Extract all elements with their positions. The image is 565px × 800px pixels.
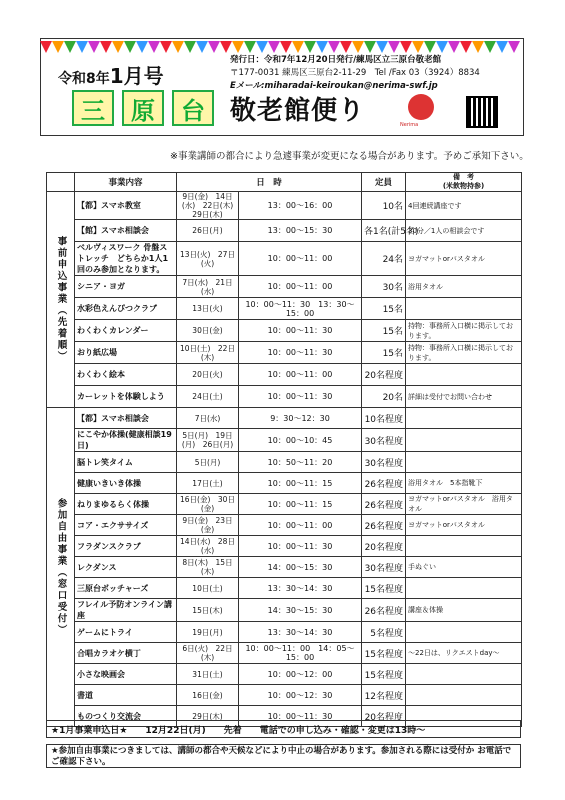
activity-capacity: 15名: [362, 298, 406, 320]
table-row: [47, 192, 522, 220]
activity-capacity: 12名程度: [362, 685, 406, 706]
activity-capacity: 10名: [362, 192, 406, 220]
activity-name: わくわくカレンダー: [75, 320, 177, 342]
activity-note: [406, 685, 522, 706]
activity-time: 10：00～11：15: [239, 494, 362, 515]
table-row: [47, 515, 522, 536]
activity-dates: 16日(金): [177, 685, 239, 706]
activity-capacity: 20名: [362, 386, 406, 408]
activity-dates: 29日(木): [177, 706, 239, 727]
activity-capacity: 20名程度: [362, 364, 406, 386]
activity-dates: 8日(木) 15日(木): [177, 557, 239, 578]
activity-name: シニア・ヨガ: [75, 276, 177, 298]
activity-note: 持物：事務所入口横に掲示しております。: [406, 342, 522, 364]
activity-name: 【館】スマホ相談会: [75, 220, 177, 242]
section-label: 参加自由事業（窓口受付）: [47, 408, 75, 727]
table-row: [47, 298, 522, 320]
activity-capacity: 15名程度: [362, 578, 406, 599]
activity-capacity: 20名程度: [362, 536, 406, 557]
activity-name: ねりまゆるらく体操: [75, 494, 177, 515]
activity-capacity: 20名程度: [362, 706, 406, 727]
title-char-3: 台: [172, 90, 214, 126]
schedule-table: [46, 172, 522, 727]
table-row: [47, 220, 522, 242]
activity-note: [406, 408, 522, 429]
activity-name: 合唱カラオケ横丁: [75, 643, 177, 664]
table-row: [47, 276, 522, 298]
activity-dates: 17日(土): [177, 473, 239, 494]
activity-time: 10：00～11：30: [239, 386, 362, 408]
bunting-decoration: [40, 38, 524, 52]
title-char-1: 三: [72, 90, 114, 126]
activity-name: 書道: [75, 685, 177, 706]
activity-time: 10：00～10：45: [239, 429, 362, 452]
activity-dates: 19日(月): [177, 622, 239, 643]
activity-time: 13：30～14：30: [239, 578, 362, 599]
activity-name: 三原台ボッチャーズ: [75, 578, 177, 599]
activity-capacity: 26名程度: [362, 494, 406, 515]
activity-time: 10：00～11：30: [239, 320, 362, 342]
activity-note: [406, 536, 522, 557]
issue-prefix: 令和8年: [58, 71, 110, 87]
activity-dates: 5日(月): [177, 452, 239, 473]
activity-dates: 10日(土) 22日(木): [177, 342, 239, 364]
title-char-2: 原: [122, 90, 164, 126]
activity-note: ヨガマットorバスタオル: [406, 515, 522, 536]
activity-capacity: 10名程度: [362, 408, 406, 429]
issue-month: 1月号: [109, 64, 164, 88]
activity-name: 小さな映画会: [75, 664, 177, 685]
table-row: [47, 664, 522, 685]
activity-name: ベルヴィスワーク 骨盤ストレッチ どちらか1人1回のみ参加となります。: [75, 242, 177, 276]
activity-name: 水彩色えんぴつクラブ: [75, 298, 177, 320]
activity-capacity: 15名: [362, 342, 406, 364]
header-capacity: 定員: [362, 173, 406, 192]
activity-name: 健康いきいき体操: [75, 473, 177, 494]
activity-time: 14：00～15：30: [239, 557, 362, 578]
activity-capacity: 30名程度: [362, 429, 406, 452]
title-rest: 敬老館便り: [230, 95, 366, 126]
activity-capacity: 30名程度: [362, 557, 406, 578]
table-row: [47, 599, 522, 622]
activity-dates: 6日(火) 22日(木): [177, 643, 239, 664]
activity-capacity: 30名程度: [362, 452, 406, 473]
activity-dates: 24日(土): [177, 386, 239, 408]
activity-name: フレイル予防オンライン講座: [75, 599, 177, 622]
activity-note: 持物：事務所入口横に掲示しております。: [406, 320, 522, 342]
activity-time: 13：00～16：00: [239, 192, 362, 220]
activity-dates: 13日(火): [177, 298, 239, 320]
activity-capacity: 26名程度: [362, 599, 406, 622]
notice-text: ※事業講師の都合により急遽事業が変更になる場合があります。予めご承知下さい。: [170, 151, 529, 162]
table-row: [47, 685, 522, 706]
table-row: [47, 342, 522, 364]
apply-label: ★1月事業申込日★: [51, 725, 128, 736]
activity-capacity: 24名: [362, 242, 406, 276]
activity-time: 10：00～11：00: [239, 242, 362, 276]
activity-note: [406, 452, 522, 473]
activity-capacity: 26名程度: [362, 515, 406, 536]
activity-time: 10：00～11：00: [239, 276, 362, 298]
activity-dates: 7日(水) 21日(水): [177, 276, 239, 298]
activity-time: 10：00～11：30 13：30～15：00: [239, 298, 362, 320]
activity-dates: 9日(金) 23日(金): [177, 515, 239, 536]
activity-name: 脳トレ笑タイム: [75, 452, 177, 473]
activity-note: 浴用タオル: [406, 276, 522, 298]
activity-time: 10：00～11：30: [239, 342, 362, 364]
activity-dates: 14日(水) 28日(水): [177, 536, 239, 557]
table-row: [47, 408, 522, 429]
address-line: 〒177-0031 練馬区三原台2-11-29 Tel /Fax 03（3924）8834: [230, 68, 480, 78]
nerima-logo-icon: [408, 94, 434, 120]
activity-name: 【都】スマホ相談会: [75, 408, 177, 429]
table-row: [47, 386, 522, 408]
table-row: [47, 536, 522, 557]
activity-dates: 31日(土): [177, 664, 239, 685]
apply-date: 12月22日(月): [145, 725, 206, 736]
table-row: [47, 643, 522, 664]
activity-time: 9：30～12：30: [239, 408, 362, 429]
issue-label: [58, 60, 164, 89]
activity-note: [406, 298, 522, 320]
activity-name: ものつくり交流会: [75, 706, 177, 727]
apply-mode: 先着: [223, 725, 242, 736]
table-row: [47, 494, 522, 515]
apply-bar: [46, 720, 521, 738]
activity-note: [406, 364, 522, 386]
header-datetime: 日 時: [177, 173, 362, 192]
activity-dates: 10日(土): [177, 578, 239, 599]
section-label: 事前申込事業（先着順）: [47, 192, 75, 408]
activity-time: 13：30～14：30: [239, 622, 362, 643]
publisher-line: 発行日：令和7年12月20日発行/練馬区立三原台敬老館: [230, 55, 442, 65]
activity-capacity: 15名程度: [362, 643, 406, 664]
activity-time: 10：00～11：00 14：05～15：00: [239, 643, 362, 664]
activity-dates: 20日(火): [177, 364, 239, 386]
activity-note: ヨガマットorバスタオル 浴用タオル: [406, 494, 522, 515]
table-row: [47, 622, 522, 643]
activity-name: おり紙広場: [75, 342, 177, 364]
activity-name: カーレットを体験しよう: [75, 386, 177, 408]
table-row: [47, 364, 522, 386]
table-row: [47, 557, 522, 578]
activity-note: ～22日は、リクエストday～: [406, 643, 522, 664]
table-row: [47, 452, 522, 473]
activity-note: 講座＆体操: [406, 599, 522, 622]
activity-dates: 13日(火) 27日(火): [177, 242, 239, 276]
activity-name: ゲームにトライ: [75, 622, 177, 643]
activity-name: レクダンス: [75, 557, 177, 578]
activity-time: 14：30～15：30: [239, 599, 362, 622]
activity-dates: 26日(月): [177, 220, 239, 242]
activity-capacity: 各1名(計5名): [362, 220, 406, 242]
activity-note: 30分／1人の相談会です: [406, 220, 522, 242]
activity-note: ヨガマットorバスタオル: [406, 242, 522, 276]
activity-note: [406, 622, 522, 643]
activity-capacity: 15名程度: [362, 664, 406, 685]
activity-dates: 7日(水): [177, 408, 239, 429]
table-row: [47, 242, 522, 276]
activity-note: 詳細は受付でお問い合わせ: [406, 386, 522, 408]
activity-note: [406, 664, 522, 685]
activity-capacity: 15名: [362, 320, 406, 342]
activity-dates: 16日(金) 30日(金): [177, 494, 239, 515]
newsletter-title: [72, 88, 365, 128]
activity-time: 10：50～11：20: [239, 452, 362, 473]
activity-name: 【都】スマホ教室: [75, 192, 177, 220]
table-header-row: [47, 173, 522, 192]
activity-name: コア・エクササイズ: [75, 515, 177, 536]
table-row: [47, 578, 522, 599]
activity-time: 10：00～11：00: [239, 515, 362, 536]
qr-code-icon: [466, 96, 498, 128]
apply-note: 電話での申し込み・確認・変更は13時～: [259, 725, 426, 736]
activity-dates: 9日(金) 14日(水) 22日(木) 29日(木): [177, 192, 239, 220]
table-row: [47, 320, 522, 342]
caution-text: ★参加自由事業につきましては、講師の都合や天候などにより中止の場合があります。参加される際には受付か お電話でご確認下さい。: [46, 744, 521, 768]
activity-note: [406, 429, 522, 452]
activity-time: 10：00～11：30: [239, 706, 362, 727]
header-content: 事業内容: [75, 173, 177, 192]
activity-name: わくわく絵本: [75, 364, 177, 386]
activity-name: にこやか体操(健康相談19日): [75, 429, 177, 452]
logo-text: Nerima: [400, 122, 419, 128]
activity-capacity: 5名程度: [362, 622, 406, 643]
activity-dates: 5日(月) 19日(月) 26日(月): [177, 429, 239, 452]
table-row: [47, 429, 522, 452]
activity-note: 手ぬぐい: [406, 557, 522, 578]
table-row: [47, 473, 522, 494]
activity-time: 10：00～11：15: [239, 473, 362, 494]
activity-capacity: 26名程度: [362, 473, 406, 494]
activity-time: 10：00～11：00: [239, 364, 362, 386]
email-line: Eメール:miharadai-keiroukan@nerima-swf.jp: [230, 81, 438, 91]
activity-name: フラダンスクラブ: [75, 536, 177, 557]
activity-note: 4回連続講座です: [406, 192, 522, 220]
activity-capacity: 30名: [362, 276, 406, 298]
activity-time: 10：00～11：30: [239, 536, 362, 557]
activity-dates: 30日(金): [177, 320, 239, 342]
activity-note: 浴用タオル 5本指靴下: [406, 473, 522, 494]
activity-note: [406, 578, 522, 599]
activity-dates: 15日(木): [177, 599, 239, 622]
activity-time: 13：00～15：30: [239, 220, 362, 242]
activity-time: 10：00～12：30: [239, 685, 362, 706]
activity-time: 10：00～12：00: [239, 664, 362, 685]
header-remarks: 備 考 (米飲物持参): [406, 173, 522, 192]
corner-cell: [47, 173, 75, 192]
